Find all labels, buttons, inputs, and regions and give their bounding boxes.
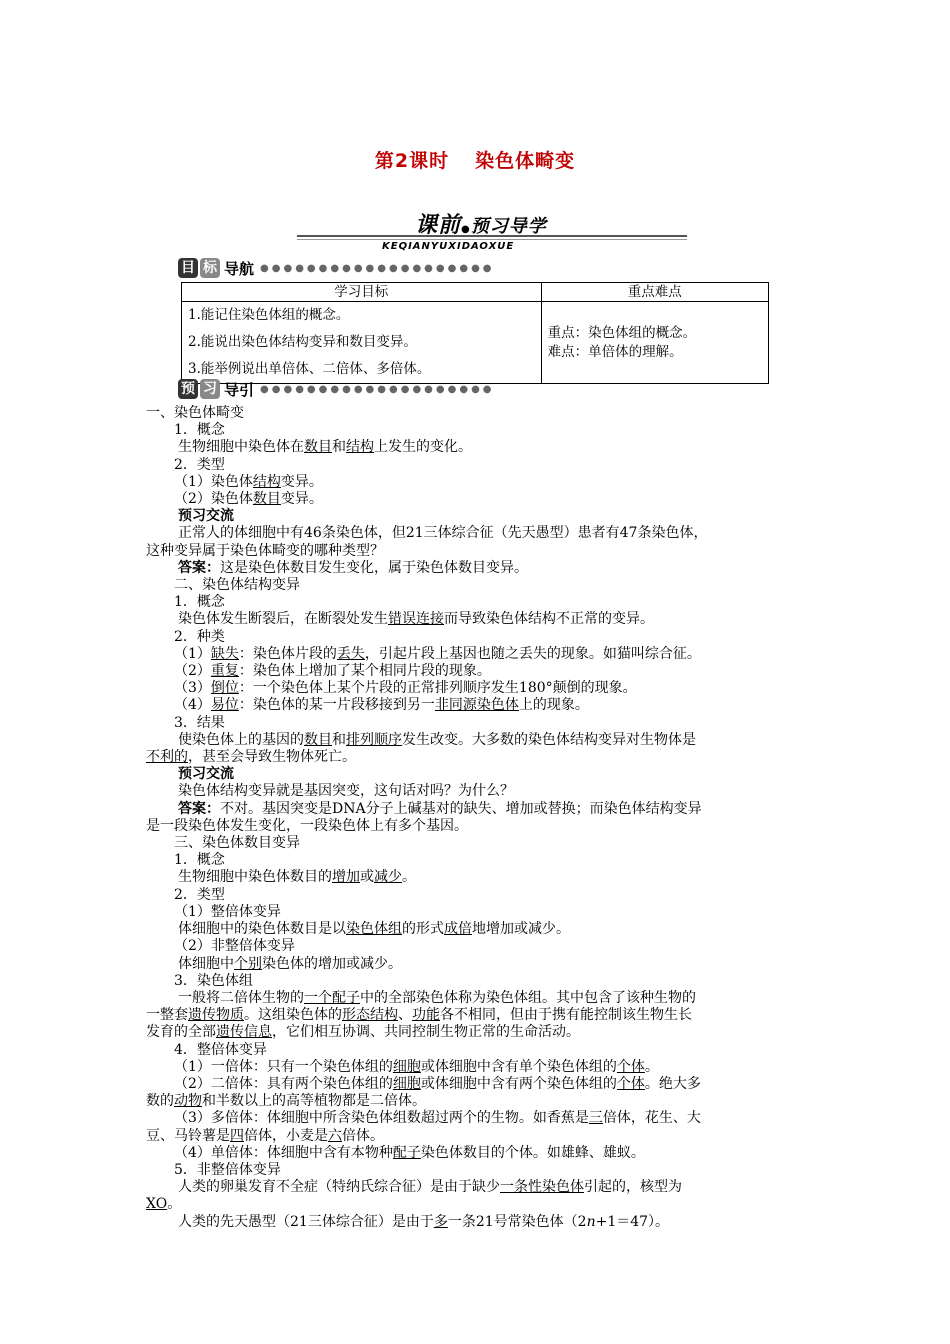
subheading: 3．染色体组 (174, 972, 253, 989)
section-banner (297, 208, 687, 256)
underlined-term: 数目 (304, 439, 332, 456)
underlined-term: 遗传物质 (188, 1007, 244, 1024)
heading-badge: 预 (178, 379, 198, 399)
text-segment: （2） (174, 663, 211, 680)
text-segment: （1）染色体 (174, 473, 253, 490)
goals-table (181, 282, 769, 384)
subheading: 4．整倍体变异 (174, 1041, 267, 1058)
underlined-term: 错误连接 (388, 611, 444, 628)
underlined-term: 缺失 (210, 645, 239, 662)
text-segment: 使染色体上的基因的 (178, 731, 304, 748)
list-item (146, 1093, 806, 1110)
subheading: 3．结果 (174, 714, 225, 731)
text-segment: 生物细胞中染色体在 (178, 439, 304, 456)
subheading: 1．概念 (174, 594, 225, 611)
text-segment: 倍体，花生、大 (602, 1110, 701, 1127)
underlined-term: XO (146, 1196, 168, 1213)
preview-heading (178, 378, 495, 400)
difficult-point: 难点：单倍体的理解。 (547, 343, 683, 360)
exchange-heading: 预习交流 (178, 766, 234, 783)
goal-item: 1.能记住染色体组的概念。 (188, 307, 350, 323)
subheading: 1．概念 (174, 852, 225, 869)
list-item (146, 1076, 806, 1093)
underlined-term: 丢失 (336, 645, 365, 662)
key-point: 重点：染色体组的概念。 (547, 324, 697, 341)
underlined-term: 多 (433, 1213, 448, 1230)
list-item (146, 1059, 806, 1076)
underlined-term: 六 (328, 1127, 342, 1144)
question: 这种变异属于染色体畸变的哪种类型？ (146, 542, 384, 559)
page-title (0, 146, 950, 173)
underlined-term: 四 (230, 1127, 244, 1144)
underlined-term: 减少 (374, 869, 402, 886)
answer (146, 801, 806, 818)
subheading: （1）整倍体变异 (174, 903, 281, 920)
heading-dots: ●●●●●●●●●●●●●●●●●●●● (260, 383, 495, 395)
text-segment: 变异。 (280, 473, 323, 490)
answer (146, 560, 806, 577)
text-segment: （1） (174, 645, 211, 662)
text-segment: 发育的全部 (146, 1024, 216, 1041)
heading-dots: ●●●●●●●●●●●●●●●●●●●● (260, 262, 495, 274)
text-segment: 人类的先天愚型（21三体综合征）是由于 (178, 1213, 434, 1230)
list-item (146, 646, 806, 663)
list-item (146, 663, 806, 680)
paragraph (146, 1196, 806, 1213)
text-segment: 地增加或减少。 (472, 921, 570, 938)
underlined-term: 增加 (332, 869, 360, 886)
text-segment: 体细胞中的染色体数目是以 (178, 921, 346, 938)
paragraph (146, 990, 806, 1007)
text-segment: （2）染色体 (174, 491, 253, 508)
text-segment: 和半数以上的高等植物都是二倍体。 (202, 1093, 426, 1110)
banner-title: 课前●预习导学 (415, 213, 547, 238)
heading-text: 导航 (224, 259, 255, 278)
underlined-term: 配子 (392, 1144, 421, 1161)
paragraph (146, 439, 806, 456)
text-segment: 。 (644, 1058, 659, 1075)
underlined-term: 成倍 (444, 921, 472, 938)
main-content (146, 405, 806, 1231)
subheading: 2．类型 (174, 456, 225, 473)
text-segment: ，引起片段上基因也随之丢失的现象。如猫叫综合征。 (364, 645, 701, 662)
underlined-term: 数目 (304, 731, 332, 748)
underlined-term: 一个配子 (304, 989, 360, 1006)
goals-cell (182, 302, 542, 384)
underlined-term: 三 (588, 1110, 603, 1127)
text-segment: 各不相同，但由于携有能控制该生物生长 (440, 1007, 692, 1024)
paragraph (146, 1007, 806, 1024)
text-segment: 不对。基因突变是DNA分子上碱基对的缺失、增加或替换；而染色体结构变异 (220, 800, 702, 817)
paragraph (146, 956, 806, 973)
exchange-heading: 预习交流 (178, 508, 234, 525)
text-segment: 。这组染色体的 (244, 1007, 342, 1024)
heading-badge: 标 (200, 258, 220, 278)
heading-badge: 目 (178, 258, 198, 278)
goals-heading (178, 257, 495, 279)
subheading: 2．种类 (174, 628, 225, 645)
underlined-term: 形态结构 (342, 1007, 398, 1024)
text-segment: 数的 (146, 1093, 174, 1110)
text-segment: 染色体发生断裂后，在断裂处发生 (178, 611, 388, 628)
subheading: 5．非整倍体变异 (174, 1161, 281, 1178)
underlined-term: 功能 (412, 1007, 440, 1024)
text-segment: 答案： (178, 559, 220, 576)
text-segment: 。 (167, 1196, 182, 1213)
underlined-term: 不利的 (146, 749, 188, 766)
underlined-term: 易位 (210, 697, 239, 714)
text-segment: 染色体的增加或减少。 (262, 955, 402, 972)
text-segment: ：染色体上增加了某个相同片段的现象。 (238, 663, 491, 680)
paragraph (146, 1179, 806, 1196)
text-segment: 或体细胞中含有单个染色体组的 (420, 1058, 617, 1075)
banner-title-a: 课前 (415, 213, 462, 238)
text-segment: 发生改变。大多数的染色体结构变异对生物体是 (402, 731, 696, 748)
text-segment: （3）多倍体：体细胞中所含染色体组数超过两个的生物。如香蕉是 (174, 1110, 589, 1127)
heading-badge: 习 (200, 379, 220, 399)
banner-subtitle: KEQIANYUXIDAOXUE (382, 241, 515, 252)
underlined-term: 个体 (616, 1075, 645, 1092)
text-segment: 或体细胞中含有两个染色体组的 (420, 1075, 617, 1092)
underlined-term: 结构 (252, 473, 281, 490)
text-segment: 而导致染色体结构不正常的变异。 (444, 611, 654, 628)
list-item (146, 680, 806, 697)
text-segment: ，甚至会导致生物体死亡。 (188, 749, 356, 766)
banner-rule-thin (297, 239, 687, 240)
text-segment: 上发生的变化。 (374, 439, 472, 456)
underlined-term: 个体 (616, 1058, 645, 1075)
goal-item: 3.能举例说出单倍体、二倍体、多倍体。 (188, 361, 431, 377)
answer: 是一段染色体发生变化，一段染色体上有多个基因。 (146, 817, 468, 834)
underlined-term: 细胞 (392, 1075, 421, 1092)
text-segment: （2）二倍体：具有两个染色体组的 (174, 1075, 393, 1092)
text-segment: n (586, 1213, 596, 1230)
list-item (146, 1128, 806, 1145)
section-heading: 二、染色体结构变异 (174, 577, 300, 594)
text-segment: 生物细胞中染色体数目的 (178, 869, 332, 886)
paragraph (146, 1214, 806, 1231)
underlined-term: 染色体组 (346, 921, 402, 938)
goal-item: 2.能说出染色体结构变异和数目变异。 (188, 334, 417, 350)
subheading: 2．类型 (174, 886, 225, 903)
text-segment: 豆、马铃薯是 (146, 1127, 230, 1144)
paragraph (146, 869, 806, 886)
table-header: 重点难点 (541, 283, 768, 302)
underlined-term: 非同源染色体 (434, 697, 519, 714)
paragraph (146, 921, 806, 938)
lesson-number: 第2课时 (374, 150, 450, 172)
text-segment: （1）一倍体：只有一个染色体组的 (174, 1058, 393, 1075)
paragraph (146, 732, 806, 749)
text-segment: 上的现象。 (518, 697, 589, 714)
paragraph (146, 749, 806, 766)
text-segment: 答案： (178, 800, 220, 817)
text-segment: （3） (174, 680, 211, 697)
text-segment: 或 (360, 869, 374, 886)
paragraph (146, 1024, 806, 1041)
text-segment: 变异。 (280, 491, 323, 508)
text-segment: 一整套 (146, 1007, 188, 1024)
table-header: 学习目标 (182, 283, 542, 302)
underlined-term: 数目 (252, 491, 281, 508)
underlined-term: 重复 (210, 663, 239, 680)
underlined-term: 个别 (234, 955, 262, 972)
section-heading: 一、染色体畸变 (146, 405, 244, 421)
underlined-term: 一条性染色体 (500, 1179, 584, 1196)
paragraph (146, 611, 806, 628)
text-segment: 。绝大多 (644, 1075, 701, 1092)
text-segment: 的形式 (402, 921, 444, 938)
subheading: （2）非整倍体变异 (174, 938, 295, 955)
text-segment: 一般将二倍体生物的 (178, 989, 304, 1006)
text-segment: 引起的，核型为 (584, 1179, 682, 1196)
text-segment: 和 (332, 439, 346, 456)
text-segment: 人类的卵巢发育不全症（特纳氏综合征）是由于缺少 (178, 1179, 500, 1196)
text-segment: 、 (398, 1007, 412, 1024)
underlined-term: 动物 (174, 1093, 202, 1110)
underlined-term: 倒位 (210, 680, 239, 697)
table-row (182, 302, 769, 384)
text-segment: 体细胞中 (178, 955, 234, 972)
text-segment: ，它们相互协调、共同控制生物正常的生命活动。 (272, 1024, 580, 1041)
text-segment: 倍体。 (342, 1127, 384, 1144)
list-item (146, 1110, 806, 1127)
question: 正常人的体细胞中有46条染色体，但21三体综合征（先天愚型）患者有47条染色体， (178, 525, 708, 542)
text-segment: （4）单倍体：体细胞中含有本物种 (174, 1144, 393, 1161)
text-segment: 染色体数目的个体。如雄蜂、雄蚁。 (420, 1144, 645, 1161)
text-segment: 和 (332, 731, 346, 748)
section-heading: 三、染色体数目变异 (174, 835, 300, 852)
text-segment: 这是染色体数目发生变化，属于染色体数目变异。 (220, 559, 528, 576)
text-segment: ：染色体片段的 (238, 645, 337, 662)
keypoints-cell (541, 302, 768, 384)
underlined-term: 结构 (346, 439, 374, 456)
text-segment: +1＝47）。 (595, 1213, 670, 1230)
lesson-topic: 染色体畸变 (475, 150, 576, 172)
heading-text: 导引 (224, 380, 255, 399)
list-item (146, 697, 806, 714)
paragraph (146, 474, 806, 491)
paragraph (146, 491, 806, 508)
text-segment: 。 (402, 869, 416, 886)
text-segment: （4） (174, 697, 211, 714)
underlined-term: 遗传信息 (216, 1024, 272, 1041)
text-segment: ：一个染色体上某个片段的正常排列顺序发生180°颠倒的现象。 (238, 680, 637, 697)
text-segment: ：染色体的某一片段移接到另一 (238, 697, 435, 714)
subheading: 1．概念 (174, 422, 225, 439)
table-header-row (182, 283, 769, 302)
list-item (146, 1145, 806, 1162)
text-segment: 倍体，小麦是 (244, 1127, 328, 1144)
text-segment: 中的全部染色体称为染色体组。其中包含了该种生物的 (360, 989, 696, 1006)
underlined-term: 排列顺序 (346, 731, 402, 748)
question: 染色体结构变异就是基因突变，这句话对吗？为什么？ (178, 783, 514, 800)
banner-title-b: 预习导学 (470, 216, 547, 237)
text-segment: 一条21号常染色体（2 (447, 1213, 587, 1230)
underlined-term: 细胞 (392, 1058, 421, 1075)
